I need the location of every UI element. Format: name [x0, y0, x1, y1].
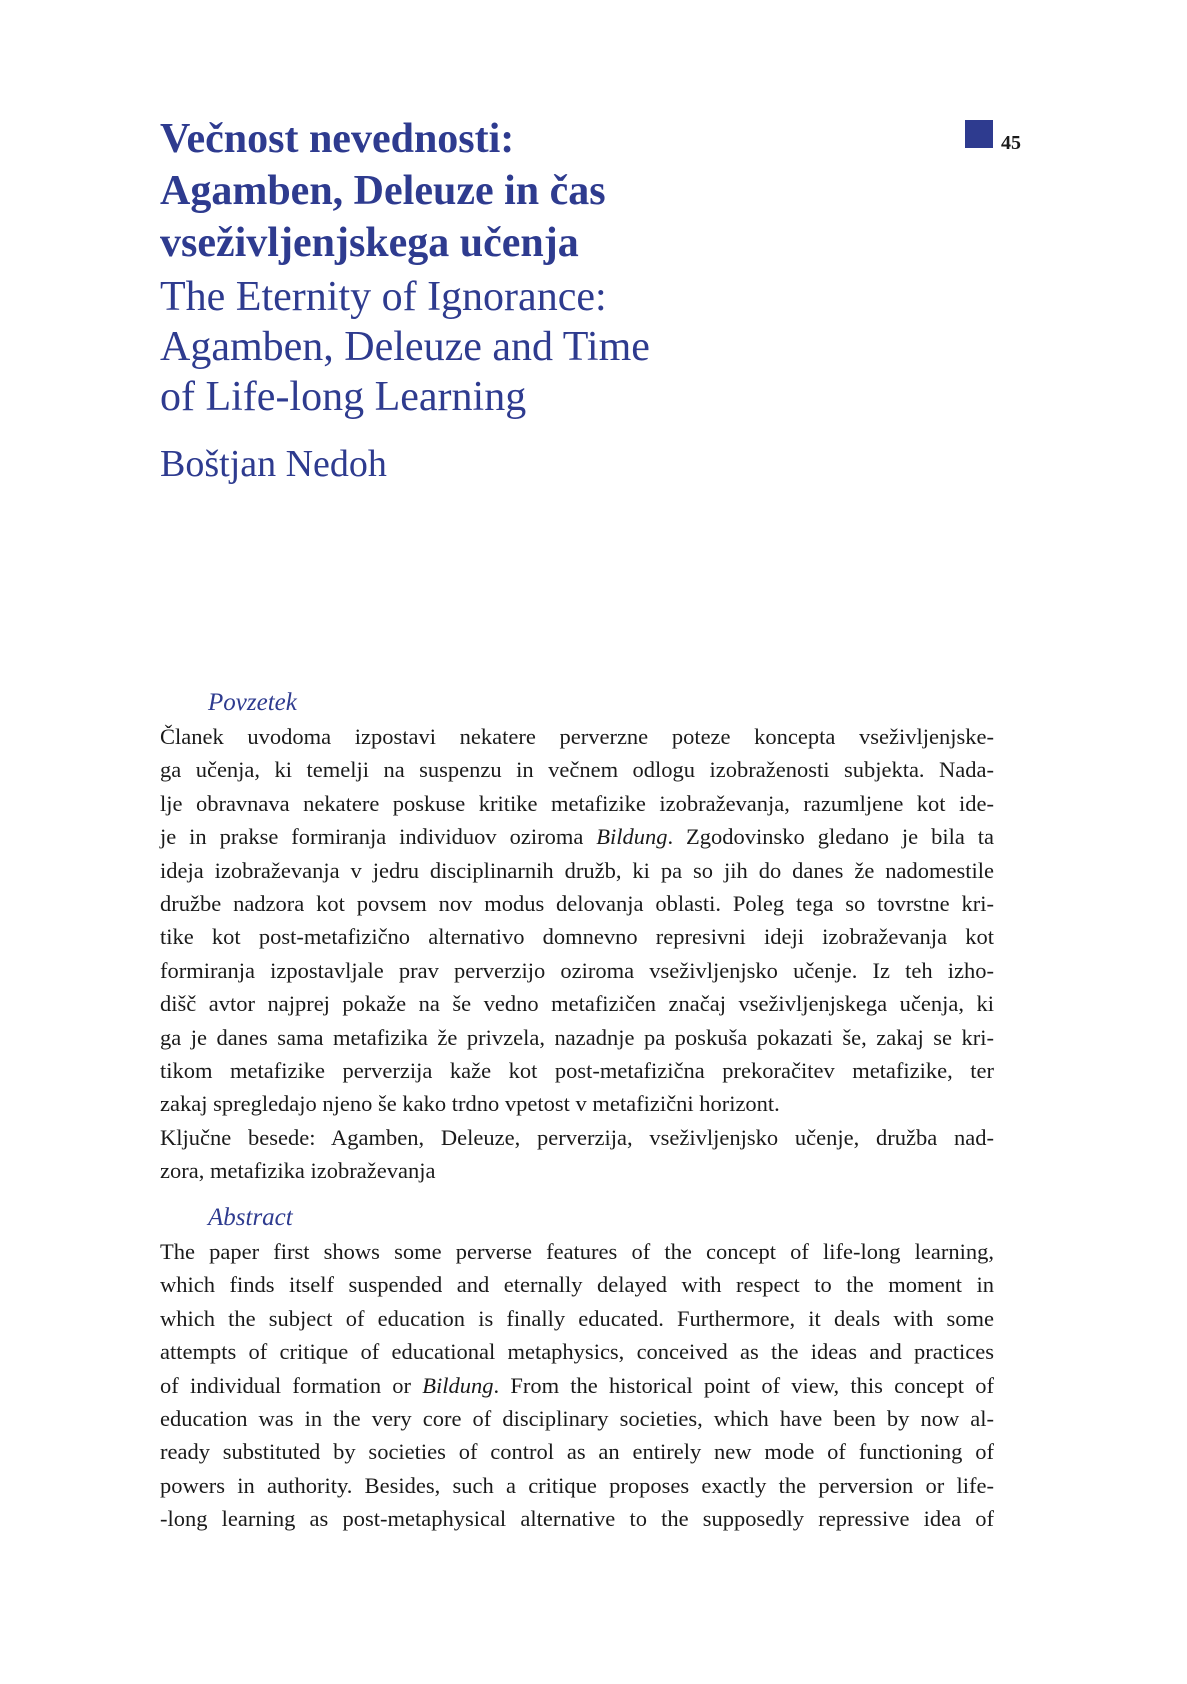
title-sl-line: Večnost nevednosti:	[160, 116, 515, 162]
povzetek-line: formiranja izpostavljale prav perverzijo oziroma vseživljenjsko učenje. Iz teh izho-	[160, 957, 994, 983]
title-en-line: The Eternity of Ignorance:	[160, 274, 607, 320]
title-sl-line: vseživljenjskega učenja	[160, 220, 579, 266]
italic-term: Bildung	[596, 824, 668, 850]
abstract-line: The paper first shows some perverse features of the concept of life-long learning,	[160, 1239, 994, 1264]
povzetek-line: tikom metafizike perverzija kaže kot post-metafizična prekoračitev metafizike, ter	[160, 1058, 994, 1084]
abstract-line: attempts of critique of educational metaphysics, conceived as the ideas and practices	[160, 1339, 994, 1365]
abstract-line: ready substituted by societies of control as an entirely new mode of functioning of	[160, 1439, 994, 1465]
abstract-body	[160, 1235, 994, 1536]
abstract-line: powers in authority. Besides, such a critique proposes exactly the perversion or life-	[160, 1472, 994, 1498]
povzetek-line: lje obravnava nekatere poskuse kritike metafizike izobraževanja, razumljene kot ide-	[160, 790, 994, 816]
povzetek-line: Članek uvodoma izpostavi nekatere perverzne poteze koncepta vseživljenjske-	[160, 724, 994, 749]
page-number: 45	[1001, 132, 1021, 154]
abstract-line: of individual formation or Bildung. From the historical point of view, this concept of	[160, 1372, 994, 1398]
povzetek-body	[160, 720, 994, 1121]
povzetek-section	[160, 686, 994, 1188]
italic-term: Bildung	[422, 1372, 494, 1398]
title-en-line: Agamben, Deleuze and Time	[160, 324, 650, 370]
povzetek-line: ga je danes sama metafizika že privzela, nazadnje pa poskuša pokazati še, zakaj se kri-	[160, 1024, 994, 1050]
author-name: Boštjan Nedoh	[160, 443, 387, 485]
abstract-heading: Abstract	[208, 1204, 293, 1231]
povzetek-line: zakaj spregledajo njeno še kako trdno vpetost v metafizični horizont.	[160, 1091, 780, 1117]
povzetek-line: družbe nadzora kot povsem nov modus delovanja oblasti. Poleg tega so tovrstne kri-	[160, 891, 994, 917]
abstract-line: which the subject of education is finally educated. Furthermore, it deals with some	[160, 1305, 994, 1331]
keywords-line: Ključne besede: Agamben, Deleuze, perverzija, vseživljenjsko učenje, družba nad-	[160, 1124, 994, 1150]
title-english	[160, 272, 800, 422]
abstract-line: -long learning as post-metaphysical alternative to the supposedly repressive idea of	[160, 1506, 994, 1532]
povzetek-line: dišč avtor najprej pokaže na še vedno metafizičen značaj vseživljenjskega učenja, ki	[160, 991, 994, 1017]
keywords-line: zora, metafizika izobraževanja	[160, 1158, 436, 1184]
povzetek-line: ideja izobraževanja v jedru disciplinarnih družb, ki pa so jih do danes že nadomestile	[160, 857, 994, 883]
title-en-line: of Life-long Learning	[160, 374, 527, 420]
abstract-line: which finds itself suspended and eternally delayed with respect to the moment in	[160, 1272, 994, 1298]
page-marker-square	[965, 120, 993, 148]
abstract-section	[160, 1201, 994, 1536]
keywords	[160, 1121, 994, 1188]
povzetek-line: je in prakse formiranja individuov oziroma Bildung. Zgodovinsko gledano je bila ta	[160, 824, 994, 850]
title-sl-line: Agamben, Deleuze in čas	[160, 168, 606, 214]
povzetek-heading: Povzetek	[208, 689, 297, 716]
povzetek-line: ga učenja, ki temelji na suspenzu in večnem odlogu izobraženosti subjekta. Nada-	[160, 757, 994, 783]
abstract-line: education was in the very core of disciplinary societies, which have been by now al-	[160, 1406, 994, 1432]
povzetek-line: tike kot post-metafizično alternativo domnevno represivni ideji izobraževanja kot	[160, 924, 994, 950]
title-slovenian	[160, 113, 780, 269]
